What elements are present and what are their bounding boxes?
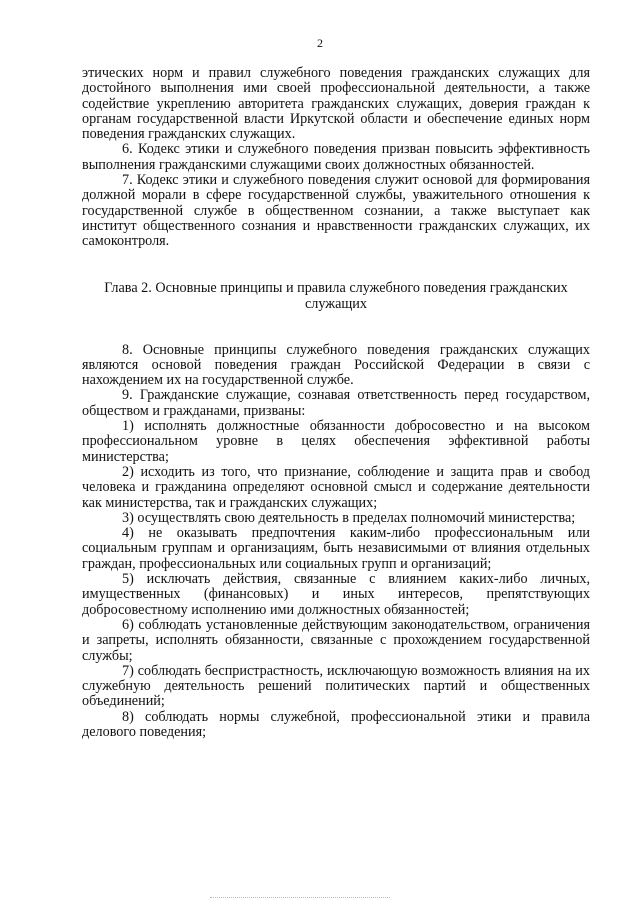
list-item: 6) соблюдать установленные действующим законодательством, ограничения и запреты, исполнять обязанности, связанные с прохождением государственной службы; xyxy=(82,616,590,664)
chapter-title: Глава 2. Основные принципы и правила служебного поведения гражданских служащих xyxy=(104,279,568,312)
list-item: 3) осуществлять свою деятельность в пределах полномочий министерства; xyxy=(122,509,576,526)
page-number: 2 xyxy=(317,36,323,50)
list-item: 2) исходить из того, что признание, соблюдение и защита прав и свобод человека и гражданина определяют основной смысл и содержание деятельности как министерства, так и гражданских служащих; xyxy=(82,463,590,511)
list-item: 5) исключать действия, связанные с влиянием каких-либо личных, имущественных (финансовых) и иных интересов, препятствующих добросовестному исполнению ими должностных обязанностей; xyxy=(82,571,590,618)
scan-artifact xyxy=(210,897,390,901)
list-item: 8) соблюдать нормы служебной, профессиональной этики и правила делового поведения; xyxy=(82,708,590,740)
paragraph: 6. Кодекс этики и служебного поведения призван повысить эффективность выполнения гражданскими служащими своих должностных обязанностей. xyxy=(82,141,590,173)
document-body xyxy=(82,66,590,740)
paragraph: этических норм и правил служебного поведения гражданских служащих для достойного выполнения ими своей профессиональной деятельности, а также содействие укреплению авторитета гражданских служащих, доверия граждан к органам государственной власти Иркутской области и обеспечение единых норм поведения гражданских служащих. xyxy=(82,65,590,143)
paragraph: 9. Гражданские служащие, сознавая ответственность перед государством, обществом и гражданами, призваны: xyxy=(82,387,590,419)
list-item: 4) не оказывать предпочтения каким-либо профессиональным или социальным группам и организациям, быть независимыми от влияния отдельных граждан, профессиональных или социальных групп и организаций; xyxy=(82,525,590,572)
paragraph: 8. Основные принципы служебного поведения гражданских служащих являются основой поведения граждан Российской Федерации в связи с нахождением их на государственной службе. xyxy=(82,341,590,389)
paragraph: 7. Кодекс этики и служебного поведения служит основой для формирования должной морали в сфере государственной службы, уважительного отношения к государственной службе в общественном сознании, а также выступает как институт общественного сознания и нравственности гражданских служащих, их самоконтроля. xyxy=(82,172,590,250)
list-item: 1) исполнять должностные обязанности добросовестно и на высоком профессиональном уровне в целях обеспечения эффективной работы министерства; xyxy=(82,418,590,465)
list-item: 7) соблюдать беспристрастность, исключающую возможность влияния на их служебную деятельность решений политических партий и общественных объединений; xyxy=(82,662,590,710)
